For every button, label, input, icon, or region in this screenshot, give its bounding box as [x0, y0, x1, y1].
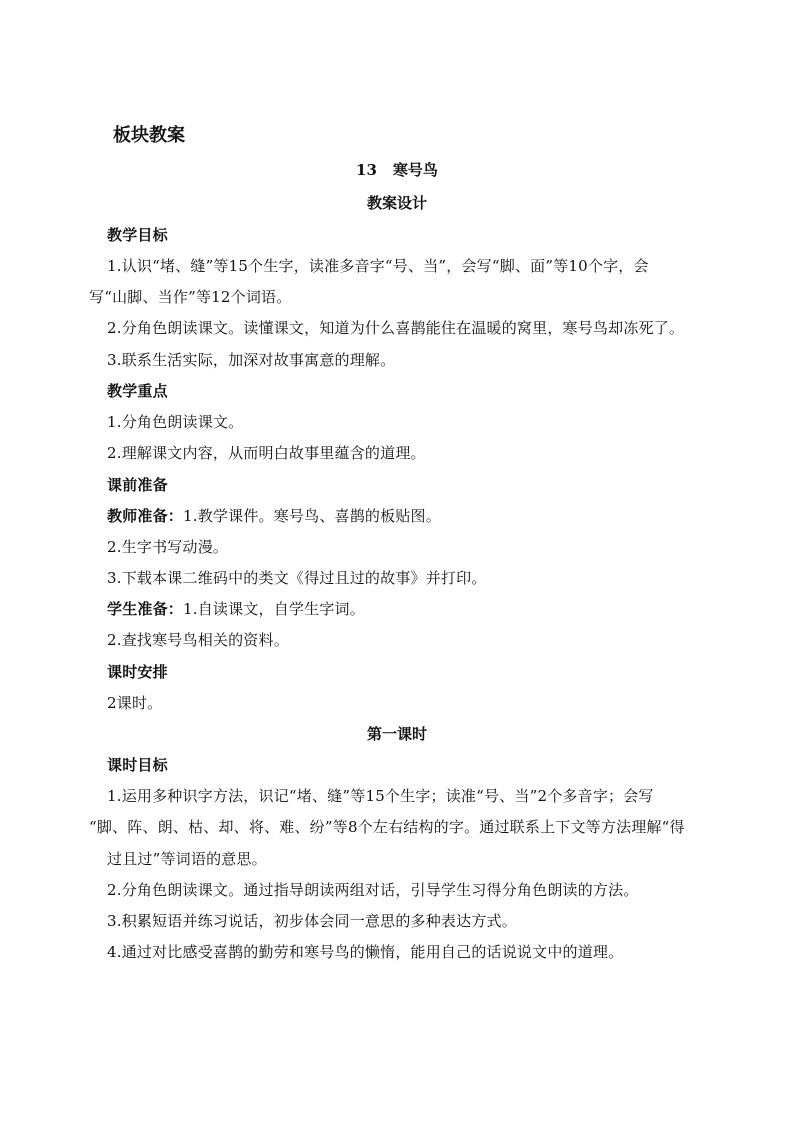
- first-lesson-heading: 第一课时: [366, 725, 427, 743]
- lesson-number: 13: [356, 161, 377, 179]
- lesson-goal-2: 2.分角色朗读课文。通过指导朗读两组对话，引导学生习得分角色朗读的方法。: [107, 881, 639, 899]
- teacher-prep-label: 教师准备：: [107, 507, 184, 525]
- lesson-title: 寒号鸟: [392, 161, 438, 179]
- lesson-goal-3: 3.积累短语并练习说话，初步体会同一意思的多种表达方式。: [107, 912, 517, 930]
- key-points-heading: 教学重点: [107, 382, 168, 400]
- teaching-goal-3: 3.联系生活实际，加深对故事寓意的理解。: [107, 351, 396, 369]
- teacher-prep-3: 3.下载本课二维码中的类文《得过且过的故事》并打印。: [107, 569, 487, 587]
- lesson-goal-1-line-3: 过且过”等词语的意思。: [107, 850, 267, 868]
- key-point-2: 2.理解课文内容，从而明白故事里蕴含的道理。: [107, 444, 426, 462]
- lesson-goal-1-line-1: 1.运用多种识字方法，识记“堵、缝”等15个生字；读准“号、当”2个多音字；会写: [107, 787, 654, 805]
- student-prep-2: 2.查找寒号鸟相关的资料。: [107, 631, 289, 649]
- block-title: 板块教案: [113, 125, 185, 146]
- student-prep-1: 1.自读课文，自学生字词。: [183, 600, 365, 618]
- lesson-goals-heading: 课时目标: [107, 756, 168, 774]
- lesson-goal-1-line-2: “脚、阵、朗、枯、却、将、难、纷”等8个左右结构的字。通过联系上下文等方法理解“得: [89, 818, 685, 836]
- preparation-heading: 课前准备: [107, 476, 168, 494]
- teacher-prep-1: 1.教学课件。寒号鸟、喜鹊的板贴图。: [183, 507, 441, 525]
- teaching-goals-heading: 教学目标: [107, 226, 168, 244]
- student-prep-1-line: [107, 599, 365, 619]
- teaching-goal-1-line-1: 1.认识“堵、缝”等15个生字，读准多音字“号、当”，会写“脚、面”等10个字，会: [107, 257, 649, 275]
- lesson-title-line: [0, 160, 794, 180]
- key-point-1: 1.分角色朗读课文。: [107, 413, 244, 431]
- lesson-goal-4: 4.通过对比感受喜鹊的勤劳和寒号鸟的懒惰，能用自己的话说说文中的道理。: [107, 943, 624, 961]
- teacher-prep-1-line: [107, 506, 441, 526]
- schedule-heading: 课时安排: [107, 663, 168, 681]
- student-prep-label: 学生准备：: [107, 600, 184, 618]
- design-title: 教案设计: [366, 194, 427, 212]
- teaching-goal-1-line-2: 写“山脚、当作”等12个词语。: [89, 288, 292, 306]
- schedule-value: 2课时。: [107, 694, 163, 712]
- teacher-prep-2: 2.生字书写动漫。: [107, 538, 229, 556]
- teaching-goal-2: 2.分角色朗读课文。读懂课文，知道为什么喜鹊能住在温暖的窝里，寒号鸟却冻死了。: [107, 319, 685, 337]
